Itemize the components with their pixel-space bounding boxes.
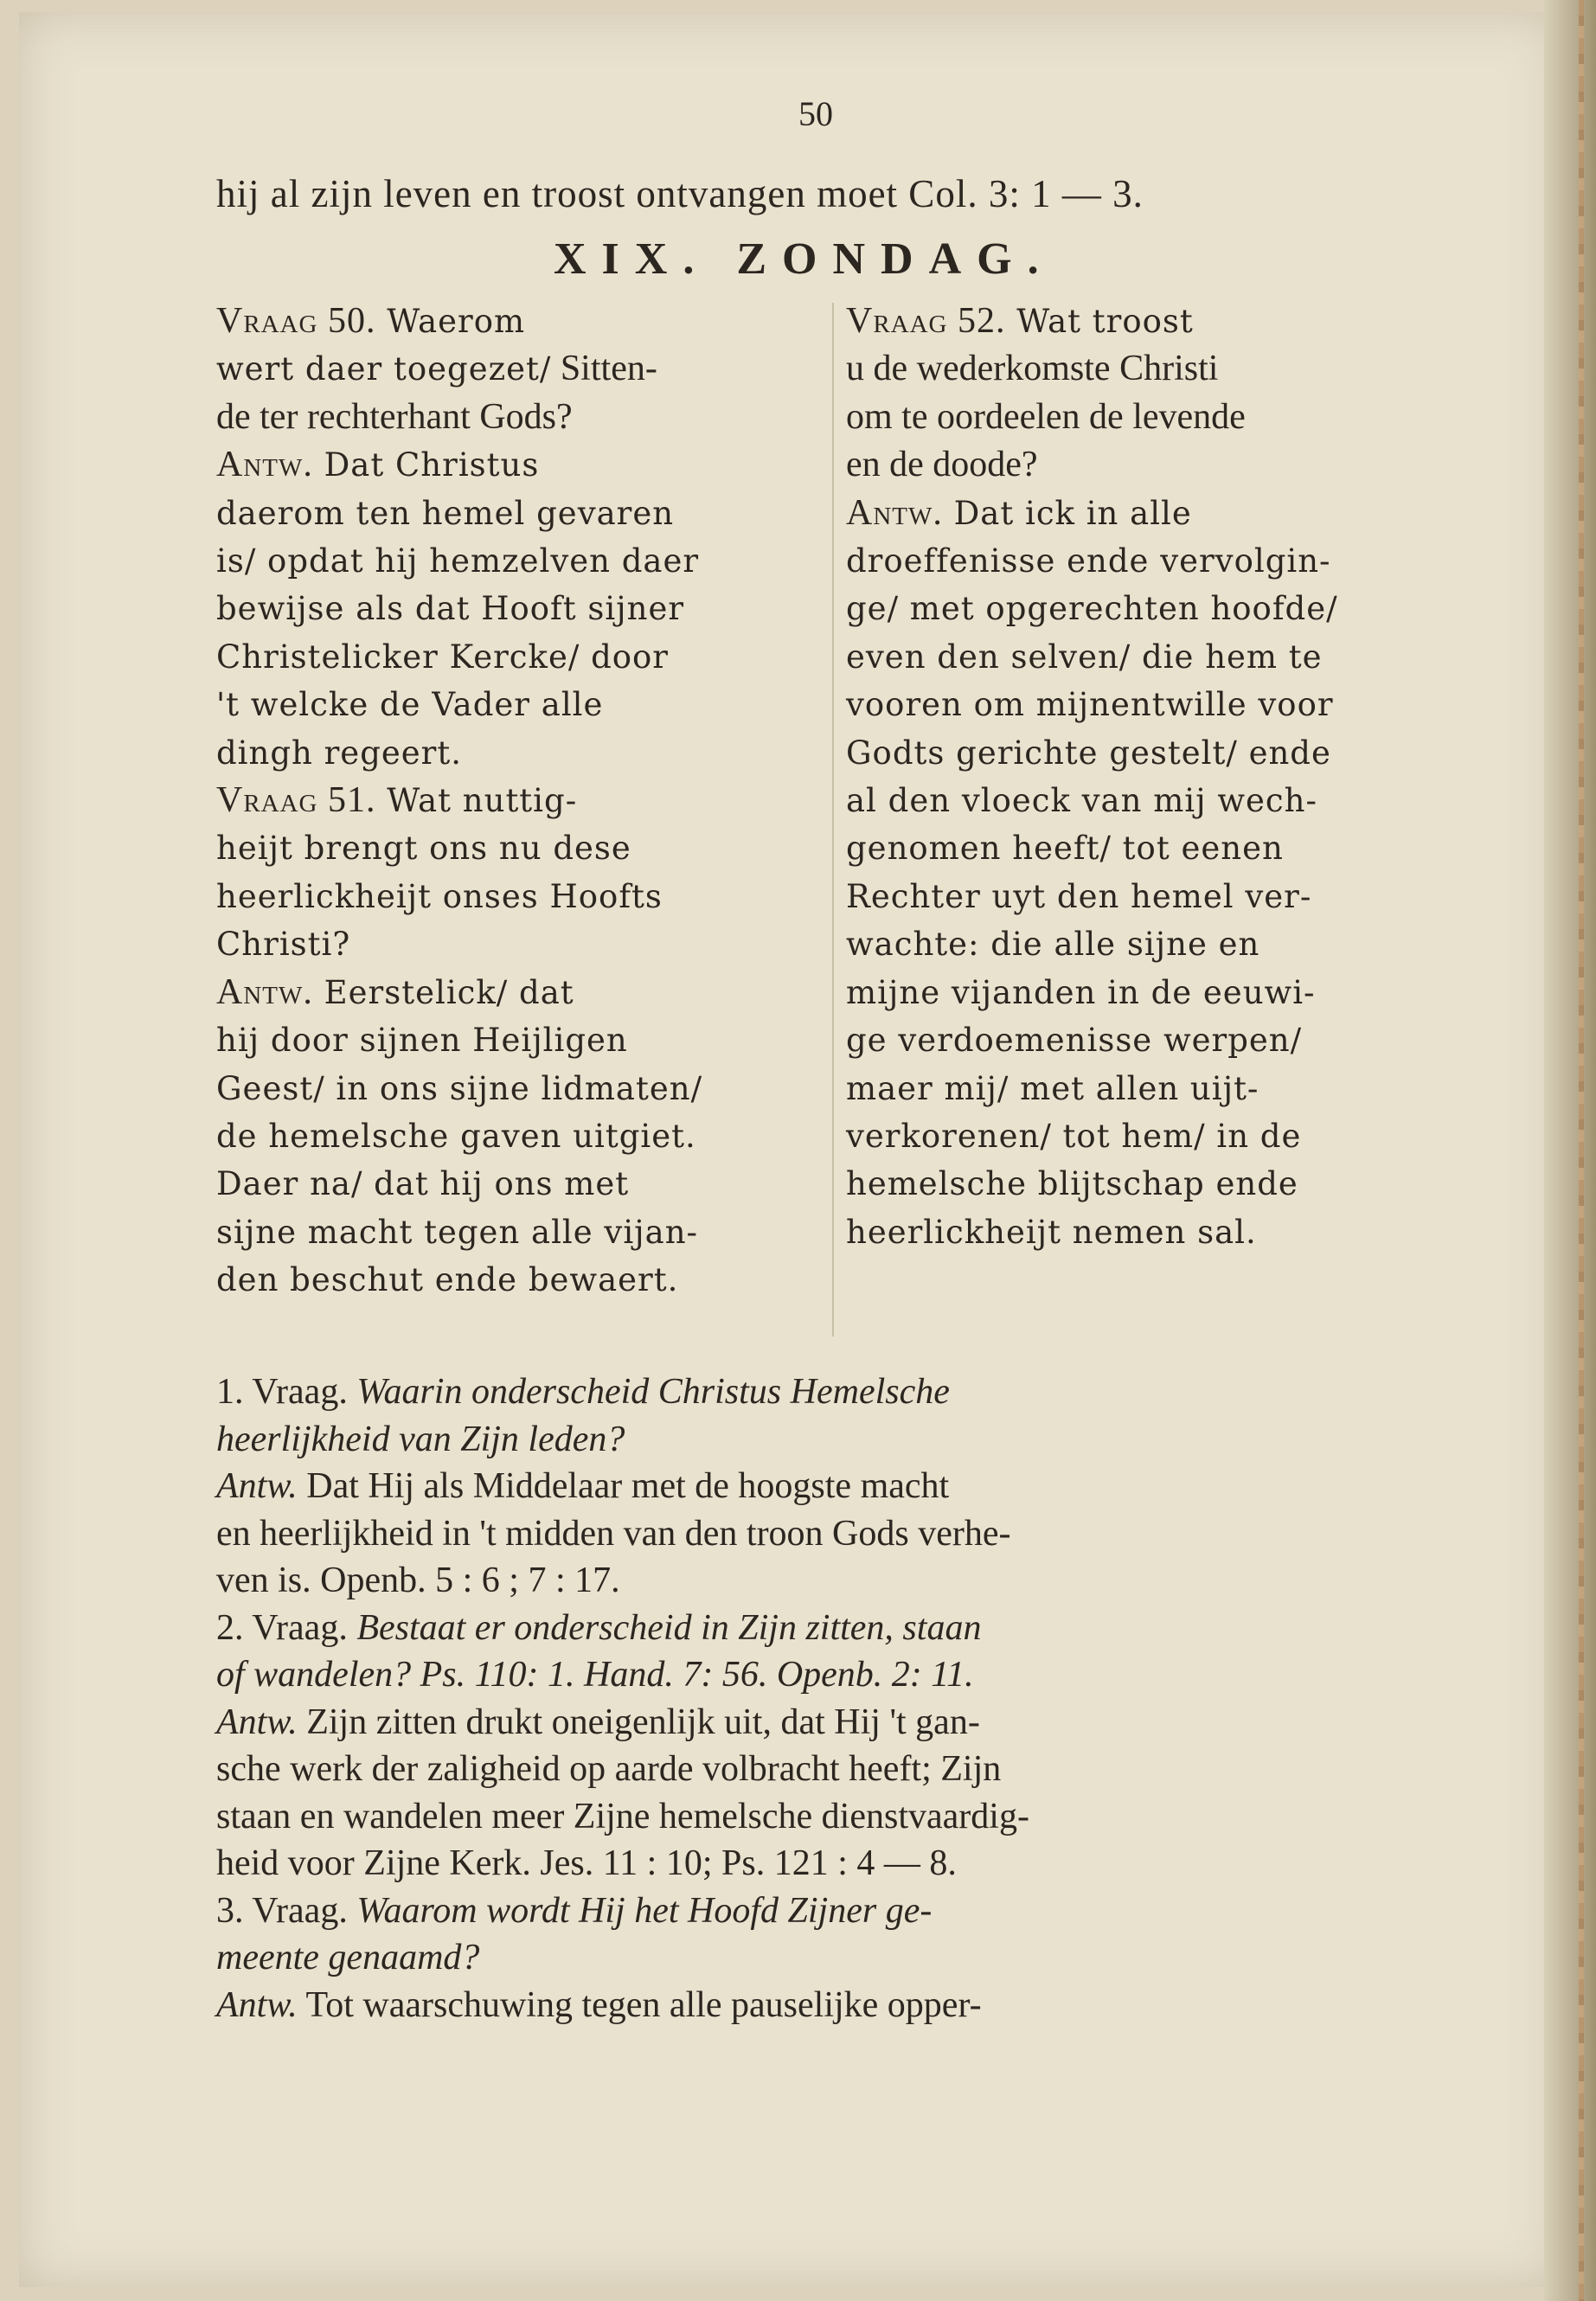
left-column-line [216,633,826,681]
text-segment: om te oordeelen de levende [846,396,1246,437]
left-column [216,298,826,1304]
text-segment: verkorenen/ tot hem/ in de [846,1117,1302,1155]
text-segment: 1. Vraag. [216,1372,357,1412]
text-segment: mijne vijanden in de eeuwi- [846,973,1316,1011]
text-segment: Geest/ in ons sijne lidmaten/ [216,1069,703,1107]
text-segment: vooren om mijnentwille voor [846,686,1334,724]
text-segment: sijne macht tegen alle vijan- [216,1213,699,1251]
right-column-line [846,298,1443,345]
text-segment: dingh regeert. [216,734,463,772]
left-column-line [216,969,826,1016]
text-segment: Sitten- [551,349,657,389]
footnote-line [216,1793,1443,1841]
footnote-line [216,1368,1443,1416]
text-segment: Antw. [216,1466,298,1506]
right-column-line [846,920,1443,968]
text-segment: hij door sijnen Heijligen [216,1022,628,1060]
left-column-line [216,681,826,728]
text-segment: ge verdoemenisse werpen/ [846,1022,1303,1060]
text-segment: heijt brengt ons nu dese [216,830,631,868]
text-segment: even den selven/ die hem te [846,638,1323,676]
footnote-line [216,1982,1443,2029]
right-column-line [846,345,1443,393]
text-segment: Christelicker Kercke/ door [216,638,669,676]
text-segment: bewijse als dat Hooft sijner [216,590,685,628]
text-segment: Rechter uyt den hemel ver- [846,877,1312,915]
footnote-line [216,1463,1443,1510]
footnote-line [216,1651,1443,1699]
text-segment: Bestaat er onderscheid in Zijn zitten, staan [356,1607,982,1648]
left-column-line [216,729,826,777]
text-segment: Antw. [216,971,313,1012]
text-segment: of wandelen? Ps. 110: 1. Hand. 7: 56. Openb. 2: 11. [216,1655,974,1695]
text-segment: genomen heeft/ tot eenen [846,830,1284,868]
text-segment: Wat troost [1005,303,1194,340]
left-column-line [216,1160,826,1208]
text-segment: Waerom [375,303,526,340]
left-column-line [216,873,826,920]
text-segment: Dat Christus [312,446,540,484]
right-column-line [846,1112,1443,1160]
right-column-line [846,490,1443,537]
left-column-line [216,1065,826,1112]
text-segment: Christi? [216,926,351,964]
right-column-line [846,1208,1443,1256]
text-segment: en de doode? [846,445,1038,485]
column-divider [832,303,834,1336]
left-column-line [216,824,826,872]
text-segment: en heerlijkheid in 't midden van den troon Gods verhe- [216,1513,1011,1554]
text-segment: de hemelsche gaven uitgiet. [216,1117,696,1155]
left-column-line [216,1208,826,1256]
text-segment: Antw. [216,1984,298,2025]
text-segment: daerom ten hemel gevaren [216,494,675,532]
left-column-line [216,1112,826,1160]
page-number: 50 [798,94,833,133]
text-segment: Tot waarschuwing tegen alle pauselijke opper- [297,1984,982,2025]
footnote-line [216,1934,1443,1982]
text-segment: Zijn zitten drukt oneigenlijk uit, dat Hij 't gan- [297,1702,980,1742]
left-column-line [216,345,826,393]
book-edge-strip [1579,0,1584,2301]
text-segment: Dat Hij als Middelaar met de hoogste macht [297,1466,950,1506]
left-column-line [216,1016,826,1064]
text-segment: ven is. Openb. 5 : 6 ; 7 : 17. [216,1561,620,1600]
text-segment: Wat nuttig- [375,782,578,820]
left-column-line [216,585,826,632]
left-column-line [216,537,826,585]
text-segment: 't welcke de Vader alle [216,686,604,724]
text-segment: staan en wandelen meer Zijne hemelsche dienstvaardig- [216,1796,1029,1836]
text-segment: hemelsche blijtschap ende [846,1165,1298,1203]
right-column-line [846,873,1443,920]
text-segment: maer mij/ met allen uijt- [846,1069,1259,1107]
right-column-line [846,441,1443,489]
text-segment: den beschut ende bewaert. [216,1261,679,1299]
text-segment: heid voor Zijne Kerk. Jes. 11 : 10; Ps. 121 : 4 — 8. [216,1843,957,1883]
right-column-line [846,969,1443,1016]
left-column-line [216,920,826,968]
left-column-line [216,394,826,441]
text-segment: heerlijkheid van Zijn leden? [216,1419,625,1459]
text-segment: Vraag 52. [846,301,1006,341]
footnotes [216,1368,1443,2029]
text-segment: Waarin onderscheid Christus Hemelsche [356,1372,950,1412]
left-column-line [216,1256,826,1304]
right-column-line [846,1065,1443,1112]
right-column-line [846,1160,1443,1208]
right-column-line [846,585,1443,632]
right-column-line [846,824,1443,872]
text-segment: Waarom wordt Hij het Hoofd Zijner ge- [356,1890,933,1931]
text-segment: ge/ met opgerechten hoofde/ [846,590,1338,628]
text-segment: sche werk der zaligheid op aarde volbracht heeft; Zijn [216,1749,1002,1789]
text-segment: al den vloeck van mij wech- [846,782,1317,820]
right-column [846,298,1443,1256]
left-column-line [216,777,826,824]
footnote-line [216,1605,1443,1652]
right-column-line [846,633,1443,681]
text-segment: is/ opdat hij hemzelven daer [216,542,700,580]
text-segment: 3. Vraag. [216,1890,357,1931]
footnote-line [216,1557,1443,1605]
left-column-line [216,490,826,537]
text-segment: Daer na/ dat hij ons met [216,1165,630,1203]
text-segment: Antw. [216,1702,298,1742]
footnote-line [216,1699,1443,1747]
right-column-line [846,681,1443,728]
left-column-line [216,298,826,345]
top-line: hij al zijn leven en troost ontvangen moet Col. 3: 1 — 3. [216,172,1144,215]
text-segment: wachte: die alle sijne en [846,926,1260,964]
right-column-line [846,394,1443,441]
text-segment: Antw. [846,492,943,533]
right-column-line [846,729,1443,777]
text-segment: de ter rechterhant Gods? [216,396,573,437]
text-segment: Vraag 50. [216,301,376,341]
footnote-line [216,1416,1443,1464]
footnote-line [216,1746,1443,1793]
footnote-line [216,1510,1443,1558]
text-segment: droeffenisse ende vervolgin- [846,542,1331,580]
text-segment: heerlickheijt nemen sal. [846,1213,1257,1251]
text-segment: u de wederkomste Christi [846,349,1219,389]
text-segment: Eerstelick/ dat [312,973,574,1011]
left-column-line [216,441,826,489]
text-segment: wert daer toegezet/ [216,350,552,388]
right-column-line [846,1016,1443,1064]
right-column-line [846,537,1443,585]
right-column-line [846,777,1443,824]
book-edge [1544,0,1596,2301]
text-segment: Godts gerichte gestelt/ ende [846,734,1331,772]
footnote-line [216,1888,1443,1935]
footnote-line [216,1840,1443,1888]
text-segment: 2. Vraag. [216,1607,357,1648]
sunday-heading: XIX. ZONDAG. [554,234,1054,284]
text-segment: Vraag 51. [216,780,376,821]
text-segment: Antw. [216,445,313,485]
text-segment: Dat ick in alle [942,494,1192,532]
text-segment: heerlickheijt onses Hoofts [216,877,663,915]
text-segment: meente genaamd? [216,1938,480,1977]
